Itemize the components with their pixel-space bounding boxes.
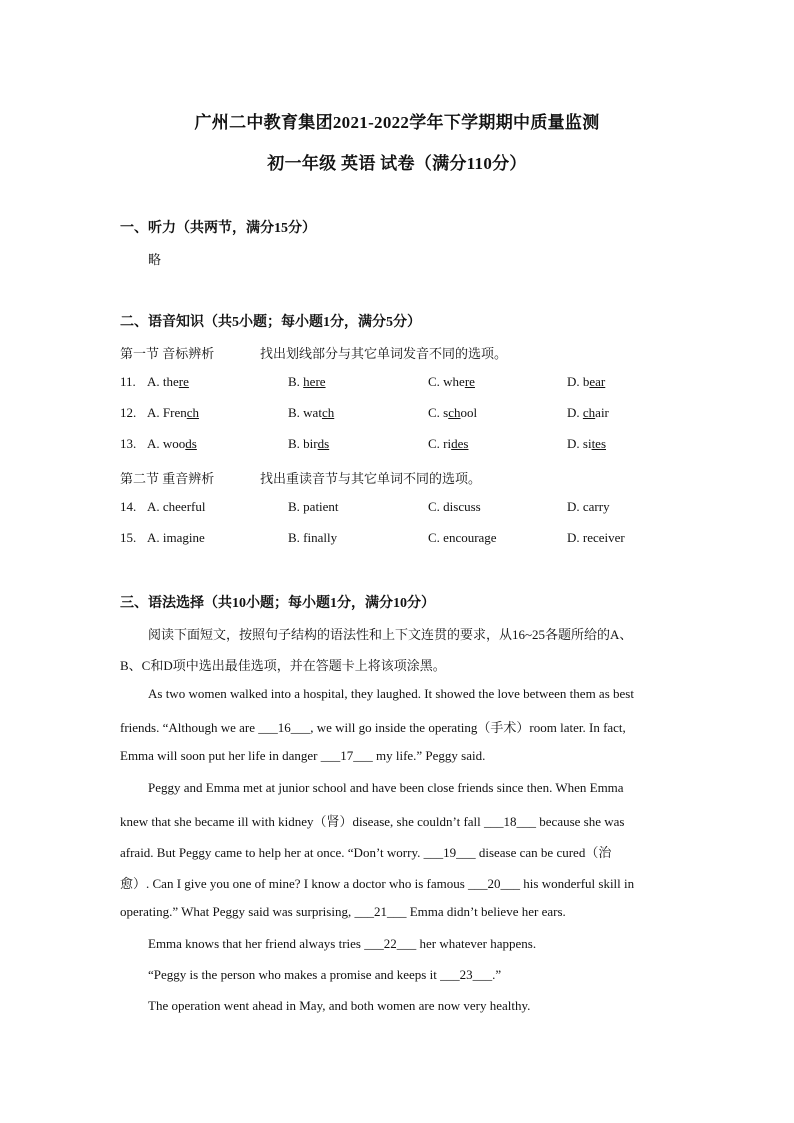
option-text: D. si xyxy=(567,436,592,451)
part1-label: 第一节 音标辨析 xyxy=(120,346,215,361)
passage-line: 愈）. Can I give you one of mine? I know a doctor who is famous ___20___ his wonderful skill in xyxy=(120,876,635,891)
instruction-line: 阅读下面短文，按照句子结构的语法性和上下文连贯的要求，从16~25各题所给的A、 xyxy=(148,627,633,642)
instruction-line: B、C和D项中选出最佳选项，并在答题卡上将该项涂黑。 xyxy=(120,658,446,673)
option-text: A. imagine xyxy=(147,530,205,545)
option-text: C. ri xyxy=(428,436,452,451)
answer-option[interactable] xyxy=(428,405,477,421)
answer-option[interactable] xyxy=(567,530,625,546)
passage-line: The operation went ahead in May, and both women are now very healthy. xyxy=(148,998,531,1013)
question-number: 13. xyxy=(120,436,137,451)
underlined-part: ds xyxy=(317,436,330,451)
answer-option[interactable] xyxy=(147,499,205,515)
option-text: A. woo xyxy=(147,436,186,451)
underlined-part: re xyxy=(178,374,189,389)
answer-option[interactable] xyxy=(147,436,197,452)
question-number: 15. xyxy=(120,530,137,545)
passage-line: “Peggy is the person who makes a promise and keeps it ___23___.” xyxy=(148,967,502,982)
option-text: B. patient xyxy=(288,499,339,514)
part2-label: 第二节 重音辨析 xyxy=(120,471,215,486)
answer-option[interactable] xyxy=(567,436,606,452)
section2-heading: 二、语音知识（共5小题；每小题1分，满分5分） xyxy=(120,315,421,330)
answer-option[interactable] xyxy=(288,499,339,515)
answer-option[interactable] xyxy=(428,374,475,390)
question-number: 11. xyxy=(120,374,136,389)
answer-option[interactable] xyxy=(567,499,610,515)
option-text: A. the xyxy=(147,374,179,389)
section1-heading: 一、听力（共两节，满分15分） xyxy=(120,221,316,236)
answer-option[interactable] xyxy=(428,499,481,515)
exam-title: 广州二中教育集团2021-2022学年下学期期中质量监测 xyxy=(194,113,600,132)
part1-instruction: 找出划线部分与其它单词发音不同的选项。 xyxy=(260,346,508,361)
option-text: D. carry xyxy=(567,499,610,514)
part2-instruction: 找出重读音节与其它单词不同的选项。 xyxy=(260,471,482,486)
option-text: C. discuss xyxy=(428,499,481,514)
option-text: A. cheerful xyxy=(147,499,206,514)
option-text: air xyxy=(595,405,609,420)
underlined-part: ch xyxy=(448,405,461,420)
option-text: C. s xyxy=(428,405,449,420)
option-text: C. encourage xyxy=(428,530,497,545)
answer-option[interactable] xyxy=(147,530,205,546)
answer-option[interactable] xyxy=(428,436,468,452)
underlined-part: re xyxy=(464,374,475,389)
option-text: B. wat xyxy=(288,405,322,420)
passage-line: Emma will soon put her life in danger ___17___ my life.” Peggy said. xyxy=(120,748,486,763)
underlined-part: ch xyxy=(321,405,335,420)
answer-option[interactable] xyxy=(288,405,334,421)
option-text: A. Fren xyxy=(147,405,187,420)
underlined-part: tes xyxy=(591,436,607,451)
underlined-part: here xyxy=(303,374,326,389)
answer-option[interactable] xyxy=(147,374,189,390)
section3-heading: 三、语法选择（共10小题；每小题1分，满分10分） xyxy=(120,596,435,611)
option-text: D. receiver xyxy=(567,530,625,545)
option-text: B. bir xyxy=(288,436,318,451)
answer-option[interactable] xyxy=(147,405,199,421)
section1-note: 略 xyxy=(148,252,162,267)
underlined-part: ch xyxy=(186,405,199,420)
question-number: 14. xyxy=(120,499,137,514)
answer-option[interactable] xyxy=(288,530,337,546)
option-text: D. xyxy=(567,405,583,420)
option-text: B. finally xyxy=(288,530,338,545)
passage-line: afraid. But Peggy came to help her at once. “Don’t worry. ___19___ disease can be cured（治 xyxy=(120,845,612,860)
option-text: C. whe xyxy=(428,374,465,389)
answer-option[interactable] xyxy=(428,530,497,546)
passage-line: As two women walked into a hospital, they laughed. It showed the love between them as best xyxy=(148,686,634,701)
underlined-part: ear xyxy=(589,374,606,389)
answer-option[interactable] xyxy=(288,374,326,390)
passage-line: friends. “Although we are ___16___, we will go inside the operating（手术）room later. In fact, xyxy=(120,720,626,735)
answer-option[interactable] xyxy=(567,374,605,390)
underlined-part: ds xyxy=(185,436,197,451)
option-text: B. xyxy=(288,374,304,389)
passage-line: operating.” What Peggy said was surprising, ___21___ Emma didn’t believe her ears. xyxy=(120,904,566,919)
option-text: ool xyxy=(460,405,478,420)
underlined-part: ch xyxy=(582,405,596,420)
passage-line: Emma knows that her friend always tries ___22___ her whatever happens. xyxy=(148,936,537,951)
answer-option[interactable] xyxy=(567,405,609,421)
option-text: D. b xyxy=(567,374,590,389)
underlined-part: des xyxy=(451,436,469,451)
passage-line: knew that she became ill with kidney（肾）disease, she couldn’t fall ___18___ because she was xyxy=(120,814,625,829)
question-number: 12. xyxy=(120,405,137,420)
exam-subtitle: 初一年级 英语 试卷（满分110分） xyxy=(267,154,527,173)
passage-line: Peggy and Emma met at junior school and have been close friends since then. When Emma xyxy=(148,780,624,795)
answer-option[interactable] xyxy=(288,436,329,452)
